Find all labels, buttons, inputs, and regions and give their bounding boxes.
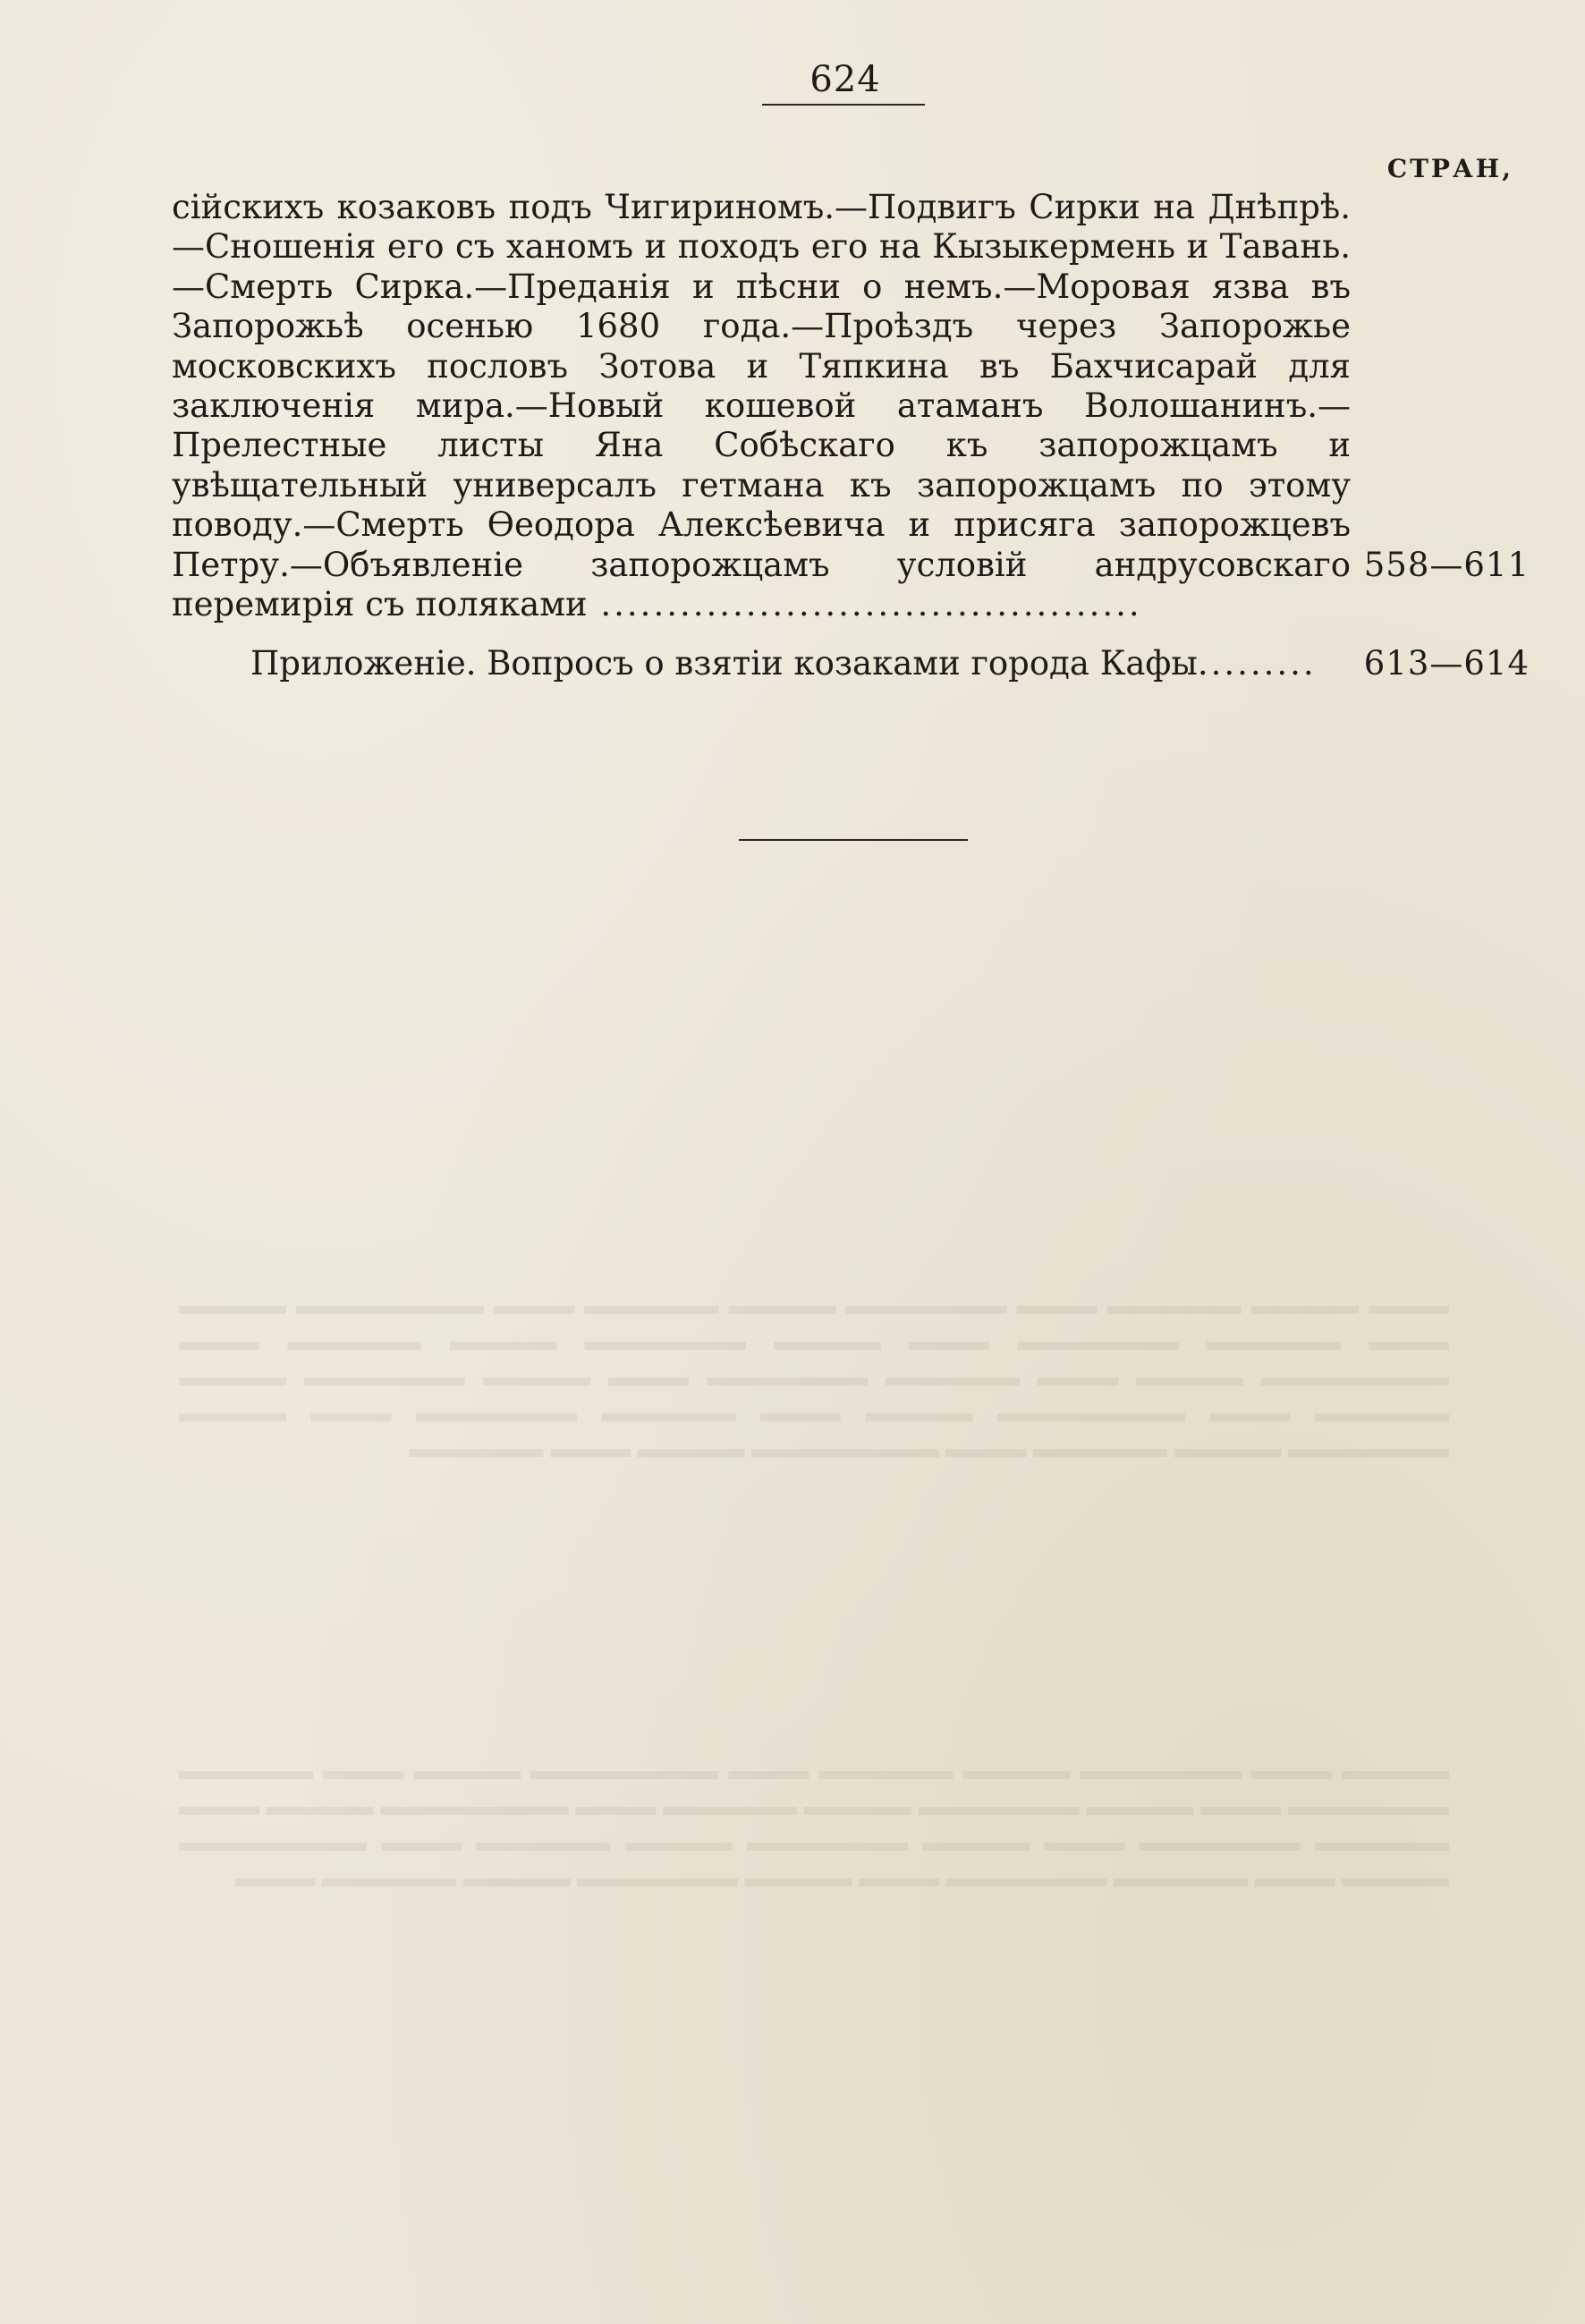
section-end-rule bbox=[739, 839, 968, 841]
page-number: 624 bbox=[809, 59, 881, 100]
bleed-through-text: ▬▬▬▬ ▬▬▬ ▬▬▬▬▬▬ ▬▬▬▬ ▬▬▬▬▬ ▬▬▬ ▬▬▬▬▬▬▬ ▬▬▬▬ ▬▬▬ ▬▬▬▬▬ ▬▬▬▬▬▬ ▬▬▬ ▬▬▬▬ ▬▬▬▬▬▬ ▬▬▬▬ ▬▬▬▬▬ ▬▬▬ ▬▬▬▬▬▬▬ ▬▬▬▬ ▬▬▬ ▬▬▬▬▬ ▬▬▬▬▬▬ ▬▬▬ ▬▬▬▬ ▬▬▬▬▬▬ ▬▬▬▬ ▬▬▬▬▬ ▬▬▬ ▬▬▬▬▬▬▬ ▬▬▬▬ ▬▬▬ ▬▬▬▬▬ ▬▬▬▬▬▬ ▬▬▬ ▬▬▬▬ ▬▬▬▬▬▬ ▬▬▬▬ ▬▬▬▬▬ ▬▬▬ bbox=[179, 1756, 1449, 1893]
toc-page-range: 613—614 bbox=[1363, 644, 1530, 683]
bleed-through-text: ▬▬▬ ▬▬▬▬ ▬▬▬▬▬ ▬▬▬ ▬▬▬▬▬▬ ▬▬▬▬ ▬▬▬▬▬ ▬▬▬ ▬▬▬▬▬▬▬ ▬▬▬▬ ▬▬▬ ▬▬▬▬▬ ▬▬▬▬▬▬ ▬▬▬ ▬▬▬▬ ▬▬▬▬▬▬ ▬▬▬▬ ▬▬▬▬▬ ▬▬▬ ▬▬▬▬▬▬▬ ▬▬▬▬ ▬▬▬ ▬▬▬▬▬ ▬▬▬▬▬▬ ▬▬▬ ▬▬▬▬ ▬▬▬▬▬▬ ▬▬▬▬ ▬▬▬▬▬ ▬▬▬ ▬▬▬▬▬▬▬ ▬▬▬▬ ▬▬▬ ▬▬▬▬▬ ▬▬▬▬▬▬ ▬▬▬ ▬▬▬▬ ▬▬▬▬▬▬ ▬▬▬▬ ▬▬▬▬▬ ▬▬▬ ▬▬▬▬▬▬▬ ▬▬▬▬ ▬▬▬ ▬▬▬▬▬ bbox=[179, 1291, 1449, 1463]
toc-entry-appendix bbox=[250, 644, 1351, 683]
toc-entry-text: сійскихъ козаковъ подъ Чигириномъ.—Подвигъ Сирки на Днѣпрѣ.—Сношенія его съ ханомъ и походъ его на Кызыкермень и Тавань.—Смерть Сирка.—Преданія и пѣсни о немъ.—Моровая язва въ Запорожьѣ осенью 1680 года.—Проѣздъ через Запорожье московскихъ пословъ Зотова и Тяпкина въ Бахчисарай для заключенія мира.—Новый кошевой атаманъ Волошанинъ.—Прелестные листы Яна Собѣскаго къ запорожцамъ и увѣщательный универсалъ гетмана къ запорожцамъ по этому поводу.—Смерть Ѳеодора Алексѣевича и присяга запорожцевъ Петру.—Объявленіе запорожцамъ условій андрусовскаго перемирія съ поляками bbox=[172, 188, 1351, 624]
toc-dot-leaders: ......................................... bbox=[587, 585, 1142, 624]
toc-entry-text: Приложеніе. Вопросъ о взятіи козаками города Кафы bbox=[250, 644, 1198, 683]
page-number-underline bbox=[762, 104, 925, 106]
toc-page-range: 558—611 bbox=[1363, 546, 1530, 584]
page-column-header: СТРАН, bbox=[1386, 154, 1513, 183]
toc-dot-leaders: ......... bbox=[1197, 644, 1317, 683]
toc-entry bbox=[172, 188, 1351, 624]
